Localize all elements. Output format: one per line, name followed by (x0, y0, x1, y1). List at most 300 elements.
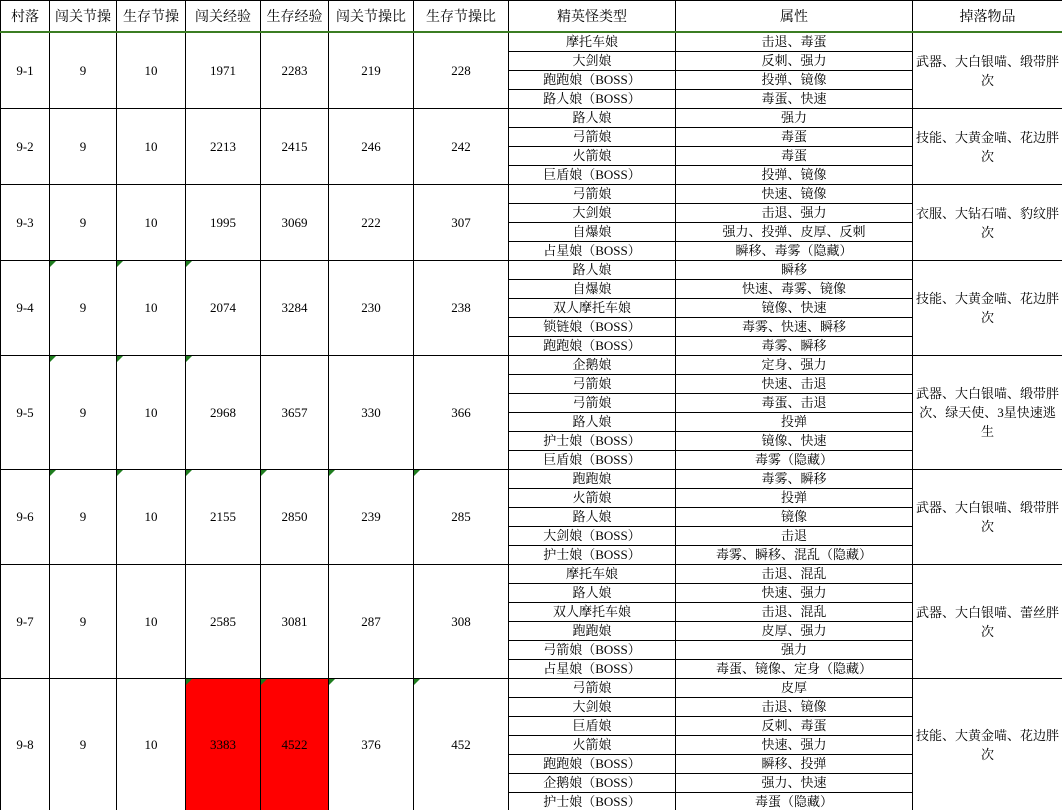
cell-value: 弓箭娘 (572, 376, 612, 391)
cell-monster-type[interactable] (509, 280, 676, 299)
cell-monster-attributes[interactable] (676, 736, 913, 755)
cell-monster-type[interactable] (509, 147, 676, 166)
cell-monster-attributes[interactable] (676, 508, 913, 527)
column-header-label: 掉落物品 (959, 10, 1016, 25)
cell-value: 弓箭娘 (572, 395, 612, 410)
cell-monster-attributes[interactable] (676, 185, 913, 204)
cell-value: 246 (361, 138, 381, 154)
table-row (1, 679, 1062, 698)
cell-exp-survive-9-7[interactable] (261, 565, 329, 679)
cell-monster-attributes[interactable] (676, 32, 913, 52)
cell-value: 9 (79, 62, 87, 78)
cell-value: 定身、强力 (761, 357, 827, 372)
cell-exp-survive-9-1[interactable] (261, 32, 329, 109)
cell-exp-survive-9-8[interactable] (261, 679, 329, 810)
cell-monster-attributes[interactable] (676, 774, 913, 793)
cell-op-pass-9-5[interactable] (50, 356, 117, 470)
cell-value: 巨盾娘（BOSS） (543, 452, 641, 467)
cell-exp-survive-9-4[interactable] (261, 261, 329, 356)
cell-ratio-pass-9-4[interactable] (329, 261, 414, 356)
cell-monster-attributes[interactable] (676, 793, 913, 810)
cell-exp-survive-9-5[interactable] (261, 356, 329, 470)
cell-value: 毒雾、瞬移 (761, 471, 827, 486)
cell-value: 皮厚、强力 (761, 623, 827, 638)
cell-value: 9 (79, 737, 87, 752)
cell-value: 2074 (210, 300, 236, 315)
cell-value: 路人娘 (572, 509, 612, 524)
error-flag-triangle-icon (186, 261, 192, 267)
cell-monster-type[interactable] (509, 223, 676, 242)
cell-value: 9-7 (16, 613, 34, 629)
cell-value: 快速、强力 (761, 737, 827, 752)
cell-value: 路人娘（BOSS） (543, 91, 641, 106)
cell-op-pass-9-6[interactable] (50, 470, 117, 565)
cell-value: 366 (451, 404, 471, 420)
error-flag-triangle-icon (261, 679, 267, 685)
cell-value: 投弹 (780, 490, 807, 505)
cell-ratio-pass-9-6[interactable] (329, 470, 414, 565)
cell-ratio-survive-9-4[interactable] (414, 261, 509, 356)
cell-monster-attributes[interactable] (676, 565, 913, 584)
cell-value: 占星娘（BOSS） (543, 661, 641, 676)
cell-monster-type[interactable] (509, 32, 676, 52)
cell-value: 自爆娘 (572, 224, 612, 239)
cell-monster-attributes[interactable] (676, 147, 913, 166)
cell-value: 击退、混乱 (761, 566, 827, 581)
cell-value: 222 (361, 214, 381, 230)
error-flag-triangle-icon (414, 679, 420, 685)
cell-exp-pass-9-2[interactable] (186, 109, 261, 185)
cell-monster-type[interactable] (509, 261, 676, 280)
cell-value: 强力 (780, 110, 807, 125)
cell-exp-survive-9-6[interactable] (261, 470, 329, 565)
cell-value: 镜像 (780, 509, 807, 524)
cell-value: 9-3 (16, 214, 34, 230)
cell-monster-attributes[interactable] (676, 717, 913, 736)
cell-monster-attributes[interactable] (676, 337, 913, 356)
error-flag-triangle-icon (329, 470, 335, 476)
cell-value: 技能、大黄金喵、花边胖次 (915, 291, 1059, 325)
cell-value: 路人娘 (572, 262, 612, 277)
cell-monster-attributes[interactable] (676, 128, 913, 147)
cell-op-survive-9-6[interactable] (117, 470, 186, 565)
cell-monster-type[interactable] (509, 71, 676, 90)
cell-value: 瞬移 (780, 262, 807, 277)
error-flag-triangle-icon (50, 356, 56, 362)
cell-drops-9-3[interactable] (913, 185, 1062, 261)
cell-value: 9-6 (16, 509, 34, 524)
cell-value: 双人摩托车娘 (552, 300, 631, 315)
cell-op-pass-9-8[interactable] (50, 679, 117, 810)
cell-monster-type[interactable] (509, 109, 676, 128)
cell-monster-attributes[interactable] (676, 660, 913, 679)
cell-value: 10 (144, 62, 158, 78)
cell-value: 9 (79, 214, 87, 230)
table-body (1, 32, 1062, 810)
cell-value: 2283 (281, 62, 308, 78)
cell-value: 武器、大白银喵、缎带胖次、绿天使、3星快速逃生 (915, 386, 1059, 439)
column-header-label: 闯关节操 (55, 10, 111, 25)
cell-value: 击退、镜像 (761, 699, 827, 714)
cell-value: 快速、毒雾、镜像 (741, 281, 846, 296)
cell-value: 弓箭娘（BOSS） (543, 642, 641, 657)
cell-drops-9-1[interactable] (913, 32, 1062, 109)
table-row (1, 185, 1062, 204)
cell-monster-type[interactable] (509, 166, 676, 185)
cell-monster-type[interactable] (509, 242, 676, 261)
cell-monster-attributes[interactable] (676, 223, 913, 242)
cell-village-9-3[interactable] (1, 185, 50, 261)
cell-op-pass-9-7[interactable] (50, 565, 117, 679)
column-header-monster-type[interactable] (509, 1, 676, 33)
cell-value: 2850 (281, 509, 308, 524)
cell-monster-attributes[interactable] (676, 299, 913, 318)
cell-monster-attributes[interactable] (676, 90, 913, 109)
column-header-label: 闯关经验 (195, 10, 251, 25)
cell-value: 242 (451, 138, 471, 154)
cell-ratio-pass-9-2[interactable] (329, 109, 414, 185)
cell-monster-type[interactable] (509, 489, 676, 508)
cell-drops-9-2[interactable] (913, 109, 1062, 185)
cell-monster-type[interactable] (509, 755, 676, 774)
cell-value: 大剑娘（BOSS） (543, 528, 641, 543)
cell-monster-attributes[interactable] (676, 489, 913, 508)
table-row (1, 32, 1062, 52)
cell-value: 跑跑娘（BOSS） (543, 756, 641, 771)
cell-value: 摩托车娘 (565, 566, 618, 581)
cell-monster-type[interactable] (509, 375, 676, 394)
table-row (1, 356, 1062, 375)
error-flag-triangle-icon (117, 261, 123, 267)
cell-value: 击退、毒蛋 (761, 34, 827, 49)
cell-exp-pass-9-4[interactable] (186, 261, 261, 356)
cell-value: 大剑娘 (572, 205, 612, 220)
cell-village-9-2[interactable] (1, 109, 50, 185)
cell-value: 2585 (210, 613, 236, 629)
cell-monster-attributes[interactable] (676, 204, 913, 223)
cell-value: 快速、镜像 (761, 186, 827, 201)
cell-value: 镜像、快速 (761, 433, 827, 448)
cell-value: 2968 (210, 404, 236, 420)
cell-value: 9-4 (16, 300, 34, 315)
cell-value: 镜像、快速 (761, 300, 827, 315)
cell-monster-type[interactable] (509, 660, 676, 679)
cell-value: 技能、大黄金喵、花边胖次 (915, 728, 1059, 762)
cell-value: 307 (451, 214, 471, 230)
cell-value: 武器、大白银喵、缎带胖次 (915, 500, 1059, 534)
cell-value: 皮厚 (780, 680, 807, 695)
cell-drops-9-4[interactable] (913, 261, 1062, 356)
cell-value: 护士娘（BOSS） (543, 547, 641, 562)
cell-value: 跑跑娘（BOSS） (543, 338, 641, 353)
cell-value: 2213 (210, 138, 236, 154)
cell-monster-attributes[interactable] (676, 52, 913, 71)
cell-op-survive-9-1[interactable] (117, 32, 186, 109)
cell-value: 火箭娘 (572, 737, 612, 752)
cell-monster-type[interactable] (509, 565, 676, 584)
cell-monster-attributes[interactable] (676, 451, 913, 470)
cell-value: 3081 (281, 613, 308, 629)
cell-monster-type[interactable] (509, 451, 676, 470)
cell-value: 巨盾娘 (572, 718, 612, 733)
cell-value: 火箭娘 (572, 148, 612, 163)
cell-monster-type[interactable] (509, 318, 676, 337)
cell-monster-type[interactable] (509, 603, 676, 622)
cell-value: 毒蛋、快速 (761, 91, 827, 106)
cell-monster-type[interactable] (509, 622, 676, 641)
cell-village-9-1[interactable] (1, 32, 50, 109)
cell-value: 快速、强力 (761, 585, 827, 600)
cell-monster-attributes[interactable] (676, 527, 913, 546)
cell-value: 瞬移、毒雾（隐藏） (735, 243, 853, 258)
cell-ratio-survive-9-7[interactable] (414, 565, 509, 679)
cell-monster-attributes[interactable] (676, 318, 913, 337)
cell-value: 占星娘（BOSS） (543, 243, 641, 258)
cell-op-survive-9-3[interactable] (117, 185, 186, 261)
cell-ratio-pass-9-5[interactable] (329, 356, 414, 470)
cell-exp-pass-9-1[interactable] (186, 32, 261, 109)
cell-value: 9-2 (16, 138, 34, 154)
column-header-exp-survive[interactable] (261, 1, 329, 33)
error-flag-triangle-icon (186, 470, 192, 476)
cell-monster-attributes[interactable] (676, 242, 913, 261)
cell-village-9-8[interactable] (1, 679, 50, 810)
cell-monster-attributes[interactable] (676, 261, 913, 280)
cell-drops-9-7[interactable] (913, 565, 1062, 679)
cell-value: 护士娘（BOSS） (543, 433, 641, 448)
cell-exp-pass-9-5[interactable] (186, 356, 261, 470)
column-header-op-pass[interactable] (50, 1, 117, 33)
cell-ratio-survive-9-2[interactable] (414, 109, 509, 185)
cell-monster-attributes[interactable] (676, 546, 913, 565)
cell-monster-attributes[interactable] (676, 375, 913, 394)
cell-monster-type[interactable] (509, 736, 676, 755)
cell-monster-type[interactable] (509, 394, 676, 413)
cell-value: 9 (79, 300, 87, 315)
cell-value: 330 (361, 404, 381, 420)
cell-ratio-survive-9-3[interactable] (414, 185, 509, 261)
cell-drops-9-5[interactable] (913, 356, 1062, 470)
cell-exp-pass-9-7[interactable] (186, 565, 261, 679)
cell-value: 9 (79, 509, 87, 524)
cell-value: 10 (144, 138, 158, 154)
cell-exp-survive-9-3[interactable] (261, 185, 329, 261)
cell-value: 反刺、毒蛋 (761, 718, 827, 733)
cell-monster-type[interactable] (509, 717, 676, 736)
column-header-label: 属性 (780, 10, 808, 25)
cell-monster-attributes[interactable] (676, 432, 913, 451)
cell-village-9-4[interactable] (1, 261, 50, 356)
cell-value: 毒蛋 (780, 148, 807, 163)
cell-monster-attributes[interactable] (676, 413, 913, 432)
cell-ratio-survive-9-8[interactable] (414, 679, 509, 810)
cell-value: 452 (451, 737, 471, 752)
cell-monster-type[interactable] (509, 52, 676, 71)
table-row (1, 565, 1062, 584)
cell-value: 毒雾（隐藏） (754, 452, 833, 467)
cell-monster-attributes[interactable] (676, 584, 913, 603)
cell-monster-type[interactable] (509, 527, 676, 546)
cell-monster-type[interactable] (509, 546, 676, 565)
cell-value: 巨盾娘（BOSS） (543, 167, 641, 182)
cell-value: 企鹅娘 (572, 357, 612, 372)
cell-value: 10 (144, 300, 158, 315)
cell-value: 强力、快速 (761, 775, 827, 790)
cell-monster-type[interactable] (509, 508, 676, 527)
cell-value: 击退、混乱 (761, 604, 827, 619)
cell-value: 技能、大黄金喵、花边胖次 (915, 129, 1059, 164)
cell-op-survive-9-8[interactable] (117, 679, 186, 810)
cell-value: 9-5 (16, 404, 34, 420)
cell-value: 双人摩托车娘 (552, 604, 631, 619)
cell-monster-attributes[interactable] (676, 698, 913, 717)
cell-value: 自爆娘 (572, 281, 612, 296)
column-header-label: 闯关节操比 (336, 10, 406, 25)
column-header-exp-pass[interactable] (186, 1, 261, 33)
cell-ratio-survive-9-1[interactable] (414, 32, 509, 109)
cell-monster-attributes[interactable] (676, 280, 913, 299)
cell-monster-type[interactable] (509, 641, 676, 660)
cell-value: 摩托车娘 (565, 34, 618, 49)
column-header-label: 村落 (11, 10, 39, 25)
cell-monster-type[interactable] (509, 356, 676, 375)
cell-value: 10 (144, 509, 158, 524)
cell-value: 10 (144, 737, 158, 752)
cell-monster-type[interactable] (509, 432, 676, 451)
cell-monster-type[interactable] (509, 793, 676, 810)
cell-exp-pass-9-8[interactable] (186, 679, 261, 810)
column-header-op-survive[interactable] (117, 1, 186, 33)
cell-op-pass-9-4[interactable] (50, 261, 117, 356)
cell-value: 3657 (281, 404, 308, 420)
cell-value: 护士娘（BOSS） (543, 794, 641, 809)
cell-monster-type[interactable] (509, 413, 676, 432)
cell-monster-attributes[interactable] (676, 679, 913, 698)
cell-value: 反刺、强力 (761, 53, 827, 68)
error-flag-triangle-icon (117, 470, 123, 476)
cell-value: 击退 (780, 528, 807, 543)
cell-value: 9-1 (16, 62, 34, 78)
cell-village-9-6[interactable] (1, 470, 50, 565)
cell-value: 308 (451, 613, 471, 629)
cell-value: 路人娘 (572, 585, 612, 600)
cell-monster-type[interactable] (509, 679, 676, 698)
cell-value: 287 (361, 613, 381, 629)
cell-monster-attributes[interactable] (676, 622, 913, 641)
cell-monster-type[interactable] (509, 204, 676, 223)
cell-op-survive-9-4[interactable] (117, 261, 186, 356)
cell-monster-attributes[interactable] (676, 356, 913, 375)
column-header-ratio-pass[interactable] (329, 1, 414, 33)
cell-monster-type[interactable] (509, 470, 676, 489)
cell-value: 跑跑娘 (572, 623, 612, 638)
cell-drops-9-6[interactable] (913, 470, 1062, 565)
cell-monster-type[interactable] (509, 299, 676, 318)
table-row (1, 470, 1062, 489)
column-header-ratio-survive[interactable] (414, 1, 509, 33)
cell-monster-type[interactable] (509, 337, 676, 356)
cell-monster-type[interactable] (509, 698, 676, 717)
cell-value: 285 (451, 509, 471, 524)
cell-value: 火箭娘 (572, 490, 612, 505)
cell-monster-attributes[interactable] (676, 71, 913, 90)
cell-ratio-pass-9-3[interactable] (329, 185, 414, 261)
cell-monster-attributes[interactable] (676, 603, 913, 622)
cell-monster-attributes[interactable] (676, 470, 913, 489)
column-header-drops[interactable] (913, 1, 1062, 33)
cell-value: 毒雾、瞬移、混乱（隐藏） (715, 547, 872, 562)
cell-exp-pass-9-6[interactable] (186, 470, 261, 565)
error-flag-triangle-icon (414, 470, 420, 476)
cell-monster-attributes[interactable] (676, 755, 913, 774)
cell-value: 大剑娘 (572, 699, 612, 714)
cell-monster-type[interactable] (509, 584, 676, 603)
cell-monster-type[interactable] (509, 90, 676, 109)
cell-value: 376 (361, 737, 381, 752)
cell-value: 10 (144, 214, 158, 230)
cell-drops-9-8[interactable] (913, 679, 1062, 810)
cell-monster-attributes[interactable] (676, 641, 913, 660)
cell-value: 弓箭娘 (572, 129, 612, 144)
cell-value: 9 (79, 404, 87, 420)
column-header-attributes[interactable] (676, 1, 913, 33)
table-row (1, 109, 1062, 128)
cell-value: 衣服、大钻石喵、豹纹胖次 (915, 205, 1059, 240)
cell-ratio-survive-9-6[interactable] (414, 470, 509, 565)
cell-ratio-pass-9-7[interactable] (329, 565, 414, 679)
cell-value: 锁链娘（BOSS） (543, 319, 641, 334)
cell-op-pass-9-3[interactable] (50, 185, 117, 261)
cell-value: 10 (144, 613, 158, 629)
cell-monster-attributes[interactable] (676, 109, 913, 128)
cell-exp-survive-9-2[interactable] (261, 109, 329, 185)
cell-op-survive-9-2[interactable] (117, 109, 186, 185)
cell-monster-attributes[interactable] (676, 394, 913, 413)
cell-op-survive-9-7[interactable] (117, 565, 186, 679)
cell-value: 毒蛋、镜像、定身（隐藏） (715, 661, 872, 676)
cell-ratio-pass-9-1[interactable] (329, 32, 414, 109)
error-flag-triangle-icon (50, 261, 56, 267)
cell-ratio-survive-9-5[interactable] (414, 356, 509, 470)
column-header-label: 精英怪类型 (557, 10, 627, 25)
cell-value: 投弹、镜像 (761, 167, 827, 182)
cell-value: 击退、强力 (761, 205, 827, 220)
cell-value: 毒雾、快速、瞬移 (741, 319, 846, 334)
cell-op-pass-9-2[interactable] (50, 109, 117, 185)
cell-op-survive-9-5[interactable] (117, 356, 186, 470)
cell-value: 4522 (281, 737, 308, 752)
cell-op-pass-9-1[interactable] (50, 32, 117, 109)
cell-value: 1995 (210, 214, 236, 230)
cell-ratio-pass-9-8[interactable] (329, 679, 414, 810)
cell-value: 强力、投弹、皮厚、反刺 (722, 224, 866, 239)
cell-value: 230 (361, 300, 381, 315)
cell-monster-type[interactable] (509, 774, 676, 793)
error-flag-triangle-icon (261, 470, 267, 476)
cell-village-9-7[interactable] (1, 565, 50, 679)
cell-value: 3069 (281, 214, 308, 230)
cell-value: 路人娘 (572, 110, 612, 125)
cell-exp-pass-9-3[interactable] (186, 185, 261, 261)
cell-village-9-5[interactable] (1, 356, 50, 470)
table-row (1, 261, 1062, 280)
cell-monster-type[interactable] (509, 185, 676, 204)
column-header-village[interactable] (1, 1, 50, 33)
cell-value: 企鹅娘（BOSS） (543, 775, 641, 790)
column-header-label: 生存节操比 (426, 10, 496, 25)
cell-monster-type[interactable] (509, 128, 676, 147)
cell-monster-attributes[interactable] (676, 166, 913, 185)
